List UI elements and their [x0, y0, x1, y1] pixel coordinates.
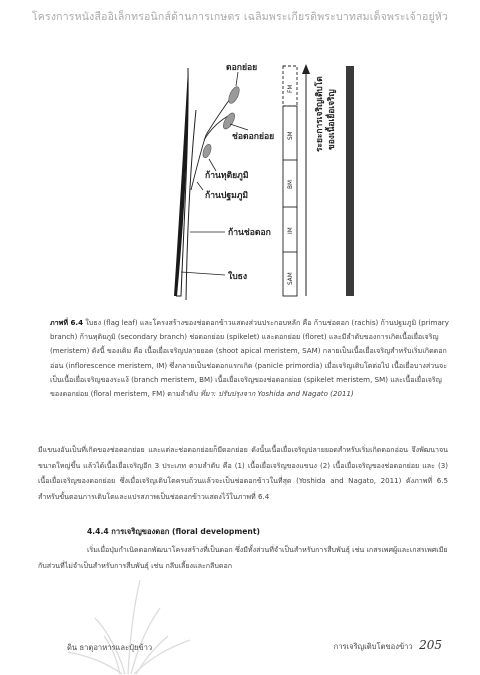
stage-sm: SM [288, 131, 294, 140]
label-spikelet: ช่อดอกย่อย [232, 132, 275, 142]
vertical-label-meristem: ของเนื้อเยื่อเจริญ [326, 89, 336, 150]
label-primary-branch: ก้านปฐมภูมิ [205, 191, 249, 201]
caption-source-label: ที่มา: [200, 389, 216, 399]
caption-number: ภาพที่ 6.4 [50, 318, 84, 327]
vertical-label-growth: ระยะการเจริญเติบโต [314, 76, 324, 152]
section-heading: 4.4.4 การเจริญของดอก (floral development) [87, 527, 260, 536]
footer-book-title: ดิน ธาตุอาหารและปุ๋ยข้าว [67, 643, 153, 652]
stage-bm: BM [288, 180, 294, 189]
stage-sam: SAM [288, 272, 294, 285]
label-floret: ดอกย่อย [226, 63, 258, 73]
stage-fm: FM [288, 84, 294, 93]
body-paragraph-1: มีแขนงอันเป็นที่เกิดของช่อดอกย่อย และแต่ละช่อดอกย่อยก็มีดอกย่อย ดังนั้นเนื้อเยื่อเจริญปลายยอดสำหรับเริ่มเกิดดอกอ่อน จึงพัฒนาจนขนาดใหญ่ขึ้น แล้วได้เนื้อเยื่อเจริญอีก 3 ประเภท ตามลำดับ คือ (1) เนื้อเยื่อเจริญของแขนง (2) เนื้อเยื่อเจริญของช่อดอกย่อย และ (3) เนื้อเยื่อเจริญของดอกย่อย ซึ่งเมื่อเจริญเติบโตครบถ้วนแล้วจะเป็นช่อดอกข้าวในที่สุด (Yoshida and Nagato, 2011) ดังภาพที่ 6.5 สำหรับขั้นตอนการเติบโตและแปรสภาพเป็นช่อดอกข้าวแสดงไว้ในภาพที่ 6.4 [38, 445, 448, 501]
caption-source-text: ปรับปรุงจาก Yoshida and Nagato (2011) [218, 389, 354, 399]
label-flag-leaf: ใบธง [228, 272, 248, 282]
spikelet-oval [221, 111, 237, 131]
label-rachis: ก้านช่อดอก [228, 228, 271, 238]
label-secondary-branch: ก้านทุติยภูมิ [205, 171, 249, 181]
page-number: 205 [419, 638, 442, 652]
stage-im: IM [288, 227, 294, 234]
body-paragraph-2: เริ่มเมื่อปุ่มกำเนิดดอกพัฒนาโครงสร้างที่เป็นดอก ซึ่งมีทั้งส่วนที่จำเป็นสำหรับการสืบพันธุ์ เช่น เกสรเพศผู้และเกสรเพศเมีย กับส่วนที่ไม่จำเป็นสำหรับการสืบพันธุ์ เช่น กลีบเลี้ยงและกลีบดอก [38, 545, 448, 570]
figure-caption [50, 316, 450, 401]
footer-chapter-title: การเจริญเติบโตของข้าว [333, 642, 413, 651]
rice-panicle-diagram [0, 0, 480, 315]
running-header: โครงการหนังสืออิเล็กทรอนิกส์ด้านการเกษตร เฉลิมพระเกียรติพระบาทสมเด็จพระเจ้าอยู่หัว [31, 11, 449, 23]
page-footer [0, 632, 480, 662]
caption-body: ใบธง (flag leaf) และโครงสร้างของช่อดอกข้าวแสดงส่วนประกอบหลัก คือ ก้านช่อดอก (rachis) ก้านปฐมภูมิ (primary branch) ก้านทุติยภูมิ (secondary branch) ช่อดอกย่อย (spikelet) และดอกย่อย (floret) และมีลำดับของการเกิดเนื้อเยื่อเจริญ (meristem) ดังนี้ ของเดิม คือ เนื้อเยื่อเจริญปลายยอด (shoot apical meristem, SAM) กลายเป็นเนื้อเยื่อเจริญสำหรับเริ่มเกิดดอกอ่อน (inflorescence meristem, IM) ซึ่งกลายเป็นช่อดอกแรกเกิด (panicle primordia) เมื่อเจริญเติบโตต่อไป เนื้อเยื่อบางส่วนจะเป็นเนื้อเยื่อเจริญของระแง้ (branch meristem, BM) เนื้อเยื่อเจริญของช่อดอกย่อย (spikelet meristem, SM) และเนื้อเยื่อเจริญของดอกย่อย (floral meristem, FM) ตามลำดับ [50, 318, 449, 399]
floret-oval [227, 85, 242, 105]
footer-chapter [334, 638, 442, 653]
panel-shadow [346, 66, 354, 296]
